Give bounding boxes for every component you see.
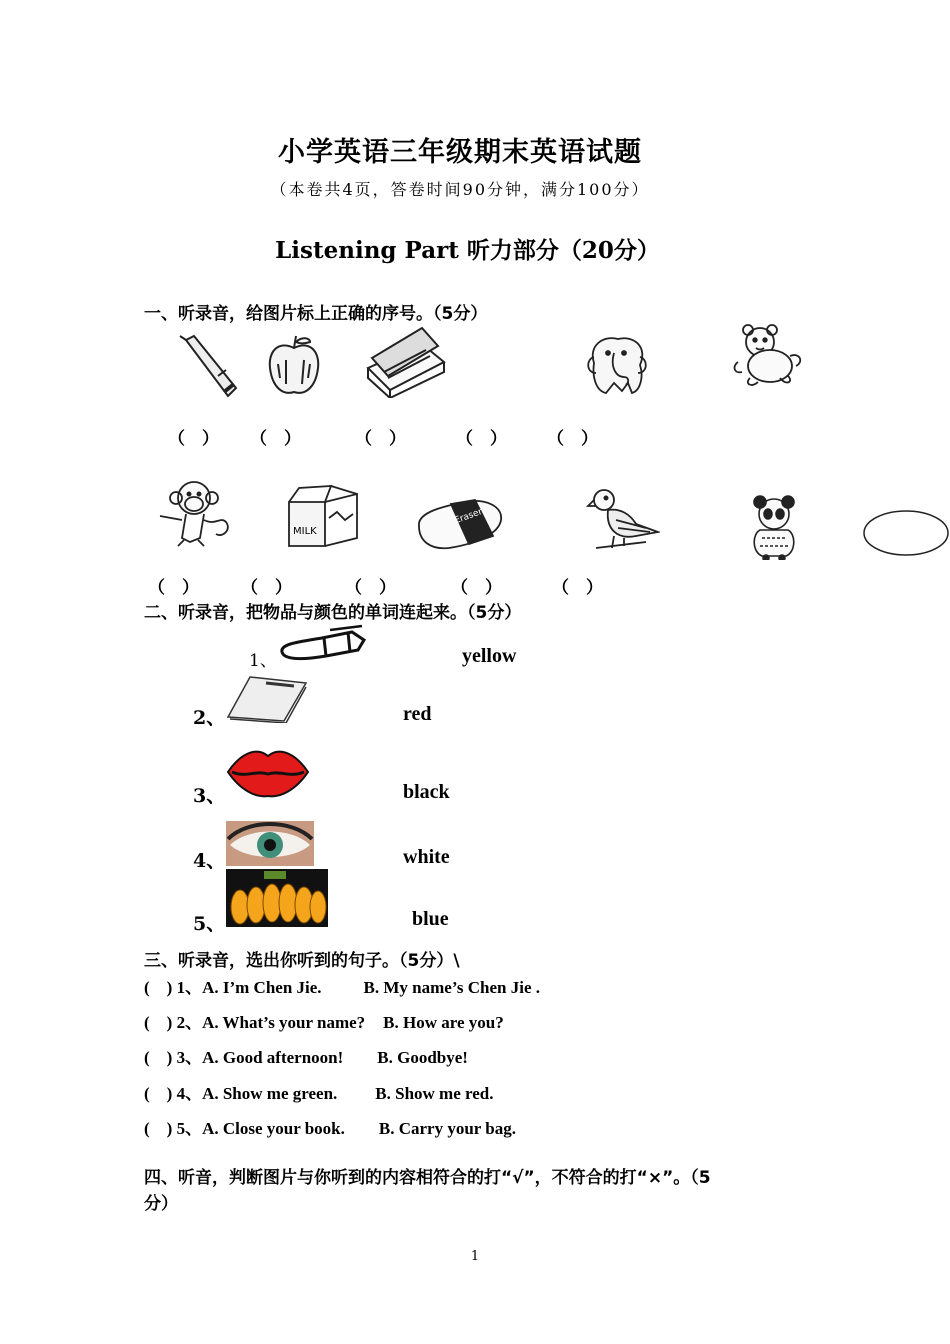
answer-blank[interactable]: （ ）: [552, 578, 603, 598]
bananas-icon: [226, 869, 328, 927]
option-b: B. Goodbye!: [377, 1048, 468, 1067]
answer-blank[interactable]: （ ）: [547, 429, 598, 449]
question-number: 3、: [176, 1048, 203, 1067]
answer-blank[interactable]: ( ): [144, 1084, 173, 1103]
milk-carton-icon: [285, 484, 359, 548]
question-row: [144, 1043, 468, 1068]
option-a: A. Close your book.: [202, 1119, 345, 1138]
question-row: [144, 973, 540, 998]
answer-blank[interactable]: （ ）: [168, 429, 219, 449]
color-word[interactable]: red: [403, 703, 432, 725]
pen-icon: [278, 624, 370, 664]
question-number: 4、: [176, 1084, 203, 1103]
lips-icon: [226, 744, 310, 800]
notebook-icon: [226, 673, 308, 723]
color-word[interactable]: yellow: [462, 645, 517, 667]
answer-blank[interactable]: （ ）: [355, 429, 406, 449]
answer-blank[interactable]: （ ）: [241, 578, 292, 598]
oval-shape: [862, 509, 950, 557]
exam-info: （本卷共4页，答卷时间90分钟，满分100分）: [270, 180, 650, 199]
color-word[interactable]: white: [403, 846, 450, 868]
section3-heading: 三、听录音，选出你听到的句子。（5分）\: [144, 951, 460, 971]
item-number: 5、: [193, 913, 226, 935]
answer-blank[interactable]: （ ）: [345, 578, 396, 598]
answer-blank[interactable]: （ ）: [451, 578, 502, 598]
milk-label: MILK: [293, 526, 317, 537]
option-a: A. What’s your name?: [202, 1013, 366, 1032]
eraser-icon: [415, 496, 505, 552]
answer-blank[interactable]: （ ）: [250, 429, 301, 449]
pencil-box-icon: [364, 324, 446, 398]
option-a: A. I’m Chen Jie.: [202, 978, 322, 997]
question-row: [144, 1008, 504, 1033]
question-number: 5、: [176, 1119, 203, 1138]
item-number: 1、: [249, 651, 277, 671]
color-word[interactable]: blue: [412, 908, 449, 930]
eye-icon: [226, 821, 314, 866]
item-number: 2、: [193, 707, 226, 729]
item-number: 3、: [193, 785, 226, 807]
section2-heading: 二、听录音，把物品与颜色的单词连起来。（5分）: [144, 603, 522, 623]
pen-icon: [178, 334, 242, 402]
answer-blank[interactable]: ( ): [144, 978, 173, 997]
option-b: B. Carry your bag.: [378, 1119, 516, 1138]
question-number: 1、: [176, 978, 203, 997]
option-b: B. Show me red.: [375, 1084, 494, 1103]
bird-icon: [586, 484, 660, 560]
option-b: B. My name’s Chen Jie .: [363, 978, 540, 997]
section4-heading: 四、听音，判断图片与你听到的内容相符合的打“√”，不符合的打“×”。（5: [144, 1168, 711, 1188]
color-word[interactable]: black: [403, 781, 450, 803]
apple-icon: [264, 334, 324, 398]
eraser-label: Eraser: [453, 506, 484, 527]
panda-icon: [742, 494, 806, 560]
answer-blank[interactable]: （ ）: [148, 578, 199, 598]
page-title: 小学英语三年级期末英语试题: [278, 137, 642, 168]
monkey-icon: [156, 476, 234, 548]
teddy-bear-icon: [730, 322, 806, 388]
section1-heading: 一、听录音，给图片标上正确的序号。（5分）: [144, 304, 488, 324]
answer-blank[interactable]: ( ): [144, 1048, 173, 1067]
option-a: A. Show me green.: [202, 1084, 338, 1103]
question-number: 2、: [176, 1013, 203, 1032]
answer-blank[interactable]: ( ): [144, 1119, 173, 1138]
page-number: 1: [470, 1249, 480, 1264]
section4-heading-cont: 分）: [144, 1194, 178, 1214]
question-row: [144, 1079, 494, 1104]
question-row: [144, 1114, 516, 1139]
item-number: 4、: [193, 850, 226, 872]
answer-blank[interactable]: （ ）: [456, 429, 507, 449]
answer-blank[interactable]: ( ): [144, 1013, 173, 1032]
elephant-icon: [584, 333, 652, 399]
option-a: A. Good afternoon!: [202, 1048, 344, 1067]
part-title: Listening Part 听力部分（20分）: [275, 237, 660, 264]
option-b: B. How are you?: [383, 1013, 504, 1032]
